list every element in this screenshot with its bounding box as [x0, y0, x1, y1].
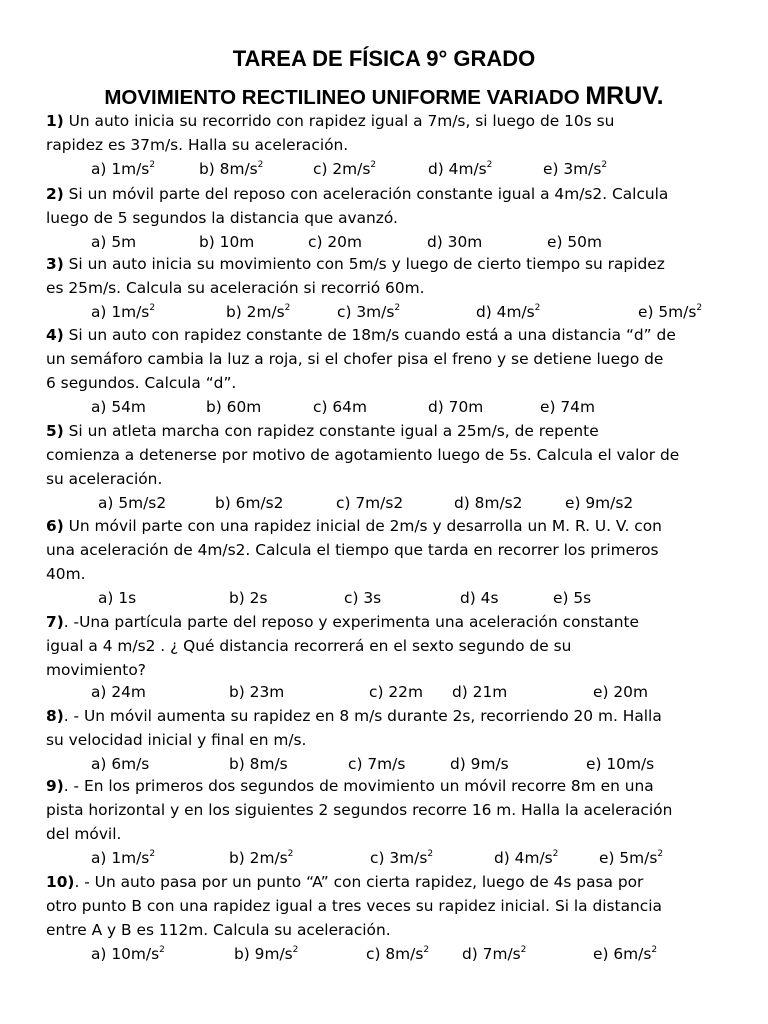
problem-7-option-b — [229, 682, 284, 702]
problem-1-option-e — [543, 159, 607, 179]
problem-5-line-2 — [46, 445, 679, 465]
problem-3-line-2 — [46, 278, 425, 298]
option-text: d) 8m/s2 — [454, 494, 523, 512]
option-text: a) 1m/s — [91, 849, 150, 867]
problem-text: del móvil. — [46, 825, 122, 843]
option-text: d) 4s — [460, 589, 499, 607]
problem-9-option-b — [229, 848, 293, 868]
problem-text: Si un atleta marcha con rapidez constante igual a 25m/s, de repente — [63, 422, 599, 440]
option-exponent: 2 — [651, 945, 658, 955]
problem-6-option-c — [344, 588, 381, 608]
problem-7-line-2 — [46, 636, 571, 656]
problem-4-option-c — [313, 397, 367, 417]
problem-text: Si un auto inicia su movimiento con 5m/s y luego de cierto tiempo su rapidez — [63, 255, 665, 273]
option-exponent: 2 — [149, 849, 156, 859]
option-text: e) 6m/s — [593, 945, 652, 963]
problem-number: 3) — [46, 255, 64, 273]
problem-4-line-1 — [46, 325, 676, 345]
problem-text: rapidez es 37m/s. Halla su aceleración. — [46, 136, 349, 154]
option-text: c) 22m — [369, 683, 423, 701]
option-text: d) 4m/s — [476, 303, 535, 321]
option-exponent: 2 — [486, 160, 493, 170]
problem-5-option-c — [336, 493, 403, 513]
problem-text: su aceleración. — [46, 470, 163, 488]
problem-2-option-d — [427, 232, 482, 252]
problem-10-line-1 — [46, 872, 643, 892]
problem-8-option-b — [229, 754, 288, 774]
problem-5-line-3 — [46, 469, 162, 489]
problem-9-line-1 — [46, 776, 654, 796]
option-text: b) 8m/s — [229, 755, 288, 773]
problem-7-option-a — [91, 682, 146, 702]
problem-3-option-e — [638, 302, 702, 322]
problem-6-option-e — [553, 588, 591, 608]
option-text: d) 9m/s — [450, 755, 509, 773]
problem-text: Un auto inicia su recorrido con rapidez igual a 7m/s, si luego de 10s su — [63, 112, 615, 130]
option-exponent: 2 — [657, 849, 664, 859]
problem-3-line-1 — [46, 254, 665, 274]
option-text: d) 7m/s — [462, 945, 521, 963]
option-text: e) 74m — [540, 398, 595, 416]
problem-number: 6) — [46, 517, 64, 535]
option-text: a) 1m/s — [91, 303, 150, 321]
problem-number: 1) — [46, 112, 64, 130]
problem-2-line-1 — [46, 184, 668, 204]
option-exponent: 2 — [292, 945, 299, 955]
problem-10-option-c — [366, 944, 429, 964]
option-text: b) 2s — [229, 589, 268, 607]
option-text: b) 2m/s — [229, 849, 288, 867]
option-text: c) 8m/s — [366, 945, 424, 963]
worksheet-subtitle — [0, 82, 768, 111]
problem-7-option-d — [452, 682, 507, 702]
option-exponent: 2 — [149, 160, 156, 170]
problem-10-option-d — [462, 944, 526, 964]
problem-text: una aceleración de 4m/s2. Calcula el tiempo que tarda en recorrer los primeros — [46, 541, 659, 559]
problem-number: 10) — [46, 873, 75, 891]
option-text: d) 70m — [428, 398, 484, 416]
problem-1-option-b — [199, 159, 263, 179]
problem-text: . - Un móvil aumenta su rapidez en 8 m/s durante 2s, recorriendo 20 m. Halla — [63, 707, 662, 725]
option-text: c) 64m — [313, 398, 367, 416]
problem-text: 6 segundos. Calcula “d”. — [46, 374, 237, 392]
problem-text: Un móvil parte con una rapidez inicial de 2m/s y desarrolla un M. R. U. V. con — [63, 517, 662, 535]
problem-6-option-a — [98, 588, 136, 608]
problem-text: entre A y B es 112m. Calcula su aceleración. — [46, 921, 391, 939]
option-text: e) 20m — [593, 683, 648, 701]
problem-8-option-e — [586, 754, 654, 774]
problem-5-option-b — [215, 493, 283, 513]
option-text: c) 3m/s — [370, 849, 428, 867]
option-exponent: 2 — [601, 160, 608, 170]
option-text: e) 5m/s — [599, 849, 658, 867]
problem-text: igual a 4 m/s2 . ¿ Qué distancia recorrerá en el sexto segundo de su — [46, 637, 572, 655]
problem-9-option-d — [494, 848, 558, 868]
problem-2-option-a — [91, 232, 136, 252]
option-text: e) 5m/s — [638, 303, 697, 321]
problem-9-option-c — [370, 848, 433, 868]
problem-6-line-2 — [46, 540, 659, 560]
problem-5-line-1 — [46, 421, 599, 441]
problem-text: movimiento? — [46, 661, 146, 679]
problem-text: Si un móvil parte del reposo con aceleración constante igual a 4m/s2. Calcula — [63, 185, 669, 203]
problem-text: . - Un auto pasa por un punto “A” con cierta rapidez, luego de 4s pasa por — [74, 873, 644, 891]
problem-4-option-b — [206, 397, 261, 417]
option-text: e) 10m/s — [586, 755, 655, 773]
option-text: a) 1m/s — [91, 160, 150, 178]
problem-5-option-e — [565, 493, 633, 513]
option-text: e) 9m/s2 — [565, 494, 634, 512]
problem-7-line-3 — [46, 660, 146, 680]
problem-number: 8) — [46, 707, 64, 725]
option-exponent: 2 — [284, 303, 291, 313]
problem-9-line-2 — [46, 800, 672, 820]
option-text: b) 23m — [229, 683, 285, 701]
problem-text: . - En los primeros dos segundos de movimiento un móvil recorre 8m en una — [63, 777, 654, 795]
option-text: a) 6m/s — [91, 755, 150, 773]
problem-2-option-c — [308, 232, 362, 252]
problem-3-option-a — [91, 302, 155, 322]
problem-8-option-d — [450, 754, 509, 774]
problem-8-line-1 — [46, 706, 662, 726]
problem-10-option-a — [91, 944, 165, 964]
problem-4-line-2 — [46, 349, 663, 369]
option-exponent: 2 — [159, 945, 165, 955]
option-text: a) 5m/s2 — [98, 494, 167, 512]
problem-7-line-1 — [46, 612, 639, 632]
option-text: b) 60m — [206, 398, 262, 416]
option-text: c) 3s — [344, 589, 382, 607]
problem-number: 7) — [46, 613, 64, 631]
problem-text: 40m. — [46, 565, 86, 583]
option-exponent: 2 — [427, 849, 434, 859]
problem-6-line-1 — [46, 516, 662, 536]
problem-text: otro punto B con una rapidez igual a tres veces su rapidez inicial. Si la distancia — [46, 897, 662, 915]
problem-10-line-2 — [46, 896, 662, 916]
option-text: c) 3m/s — [337, 303, 395, 321]
option-text: e) 5s — [553, 589, 592, 607]
option-text: a) 24m — [91, 683, 146, 701]
option-text: a) 10m/s — [91, 945, 160, 963]
problem-2-option-e — [547, 232, 602, 252]
option-text: c) 7m/s — [348, 755, 406, 773]
problem-number: 5) — [46, 422, 64, 440]
option-text: c) 2m/s — [313, 160, 371, 178]
option-text: a) 54m — [91, 398, 146, 416]
option-text: d) 4m/s — [428, 160, 487, 178]
problem-text: su velocidad inicial y final en m/s. — [46, 731, 307, 749]
problem-10-line-3 — [46, 920, 391, 940]
option-exponent: 2 — [149, 303, 156, 313]
problem-6-option-d — [460, 588, 498, 608]
problem-10-option-b — [234, 944, 298, 964]
problem-text: . -Una partícula parte del reposo y experimenta una aceleración constante — [63, 613, 639, 631]
option-exponent: 2 — [696, 303, 703, 313]
option-text: d) 4m/s — [494, 849, 553, 867]
option-exponent: 2 — [287, 849, 294, 859]
problem-5-option-a — [98, 493, 166, 513]
problem-text: comienza a detenerse por motivo de agotamiento luego de 5s. Calcula el valor de — [46, 446, 680, 464]
problem-1-line-1 — [46, 111, 614, 131]
problem-3-option-c — [337, 302, 400, 322]
subtitle-main: MOVIMIENTO RECTILINEO UNIFORME VARIADO — [104, 86, 586, 109]
problem-4-option-e — [540, 397, 595, 417]
problem-5-option-d — [454, 493, 522, 513]
problem-1-option-c — [313, 159, 376, 179]
problem-6-line-3 — [46, 564, 85, 584]
problem-9-option-a — [91, 848, 155, 868]
option-text: e) 3m/s — [543, 160, 602, 178]
problem-2-line-2 — [46, 208, 398, 228]
option-exponent: 2 — [257, 160, 264, 170]
problem-1-line-2 — [46, 135, 348, 155]
subtitle-acronym: MRUV. — [585, 82, 664, 110]
problem-4-line-3 — [46, 373, 236, 393]
problem-number: 9) — [46, 777, 64, 795]
option-exponent: 2 — [552, 849, 559, 859]
problem-8-line-2 — [46, 730, 306, 750]
option-text: a) 1s — [98, 589, 137, 607]
option-text: d) 21m — [452, 683, 508, 701]
option-exponent: 2 — [370, 160, 377, 170]
option-exponent: 2 — [520, 945, 527, 955]
problem-number: 4) — [46, 326, 64, 344]
problem-6-option-b — [229, 588, 267, 608]
option-text: b) 9m/s — [234, 945, 293, 963]
problem-text: luego de 5 segundos la distancia que avanzó. — [46, 209, 398, 227]
problem-3-option-b — [226, 302, 290, 322]
problem-1-option-d — [428, 159, 492, 179]
problem-7-option-c — [369, 682, 423, 702]
problem-text: un semáforo cambia la luz a roja, si el chofer pisa el freno y se detiene luego de — [46, 350, 664, 368]
option-text: e) 50m — [547, 233, 602, 251]
problem-4-option-a — [91, 397, 146, 417]
option-exponent: 2 — [423, 945, 430, 955]
problem-text: pista horizontal y en los siguientes 2 segundos recorre 16 m. Halla la aceleración — [46, 801, 673, 819]
problem-3-option-d — [476, 302, 540, 322]
problem-9-option-e — [599, 848, 663, 868]
problem-8-option-a — [91, 754, 149, 774]
problem-2-option-b — [199, 232, 254, 252]
option-text: b) 10m — [199, 233, 255, 251]
problem-1-option-a — [91, 159, 155, 179]
problem-7-option-e — [593, 682, 648, 702]
worksheet-title: TAREA DE FÍSICA 9° GRADO — [232, 46, 536, 71]
option-text: a) 5m — [91, 233, 137, 251]
option-text: d) 30m — [427, 233, 483, 251]
option-text: b) 8m/s — [199, 160, 258, 178]
option-text: c) 7m/s2 — [336, 494, 404, 512]
problem-number: 2) — [46, 185, 64, 203]
problem-8-option-c — [348, 754, 405, 774]
option-exponent: 2 — [394, 303, 401, 313]
option-exponent: 2 — [534, 303, 541, 313]
option-text: c) 20m — [308, 233, 362, 251]
option-text: b) 6m/s2 — [215, 494, 284, 512]
problem-text: Si un auto con rapidez constante de 18m/s cuando está a una distancia “d” de — [63, 326, 676, 344]
problem-text: es 25m/s. Calcula su aceleración si recorrió 60m. — [46, 279, 425, 297]
problem-9-line-3 — [46, 824, 121, 844]
option-text: b) 2m/s — [226, 303, 285, 321]
problem-10-option-e — [593, 944, 657, 964]
problem-4-option-d — [428, 397, 483, 417]
